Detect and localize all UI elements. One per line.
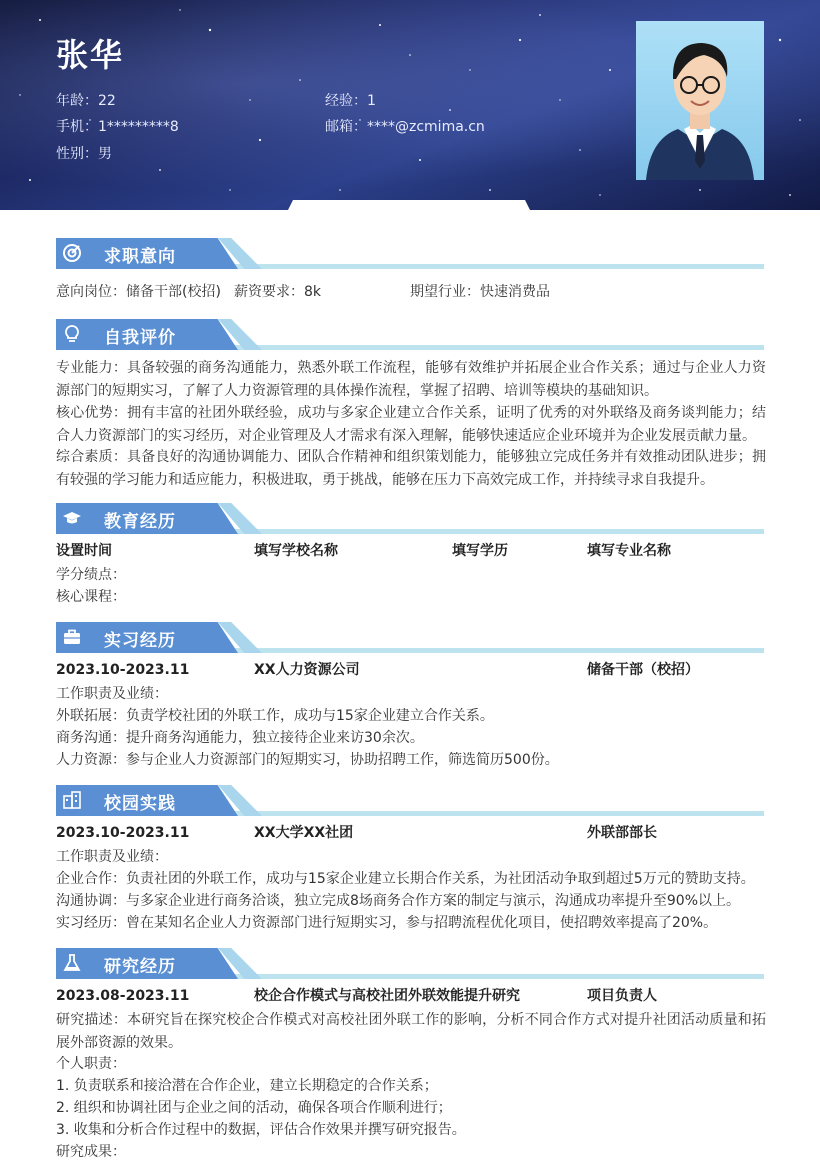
research-project: 校企合作模式与高校社团外联效能提升研究 bbox=[254, 988, 520, 1004]
section-title: 教育经历 bbox=[104, 512, 176, 532]
gender-field: 性别：男 bbox=[56, 146, 112, 162]
building-icon bbox=[62, 790, 82, 810]
campus-role: 外联部部长 bbox=[587, 825, 657, 841]
section-title: 校园实践 bbox=[104, 794, 176, 814]
profile-photo bbox=[636, 21, 764, 180]
research-result-label: 研究成果： bbox=[56, 1144, 126, 1160]
self-eval-paragraph-1: 专业能力：具备较强的商务沟通能力，熟悉外联工作流程，能够有效维护并拓展企业合作关系；通过与企业人力资源部门的短期实习，了解了人力资源管理的具体操作流程，掌握了招聘、培训等模块的基础知识。 bbox=[56, 360, 766, 399]
experience-field: 经验：1 bbox=[325, 93, 376, 109]
research-duty-1: 1. 负责联系和接洽潜在合作企业，建立长期稳定的合作关系； bbox=[56, 1078, 438, 1094]
edu-school: 填写学校名称 bbox=[254, 543, 338, 559]
target-icon bbox=[62, 243, 82, 263]
section-title: 研究经历 bbox=[104, 957, 176, 977]
campus-item-3: 实习经历：曾在某知名企业人力资源部门进行短期实习，参与招聘流程优化项目，使招聘效率提高了20%。 bbox=[56, 915, 718, 931]
edu-gpa: 学分绩点： bbox=[56, 567, 126, 583]
section-internship bbox=[56, 622, 764, 654]
candidate-name: 张华 bbox=[56, 36, 125, 74]
research-role: 项目负责人 bbox=[587, 988, 657, 1004]
job-salary: 薪资要求：8k bbox=[234, 284, 322, 300]
section-campus bbox=[56, 785, 764, 817]
phone-field: 手机：1*********8 bbox=[56, 119, 179, 135]
briefcase-icon bbox=[62, 627, 82, 647]
intern-date: 2023.10-2023.11 bbox=[56, 662, 190, 678]
research-description: 研究描述：本研究旨在探究校企合作模式对高校社团外联工作的影响，分析不同合作方式对提升社团活动质量和拓展外部资源的效果。 bbox=[56, 1012, 766, 1051]
edu-major: 填写专业名称 bbox=[587, 543, 671, 559]
research-duty-2: 2. 组织和协调社团与企业之间的活动，确保各项合作顺利进行； bbox=[56, 1100, 452, 1116]
edu-courses: 核心课程： bbox=[56, 589, 126, 605]
intern-company: XX人力资源公司 bbox=[254, 662, 360, 678]
research-date: 2023.08-2023.11 bbox=[56, 988, 190, 1004]
research-duty-3: 3. 收集和分析合作过程中的数据，评估合作效果并撰写研究报告。 bbox=[56, 1122, 466, 1138]
section-job-intention bbox=[56, 238, 764, 270]
section-title: 自我评价 bbox=[104, 328, 176, 348]
job-industry: 期望行业：快速消费品 bbox=[410, 284, 550, 300]
edu-degree: 填写学历 bbox=[452, 543, 508, 559]
edu-time: 设置时间 bbox=[56, 543, 112, 559]
flask-icon bbox=[62, 953, 82, 973]
intern-label: 工作职责及业绩： bbox=[56, 686, 168, 702]
self-eval-paragraph-2: 核心优势：拥有丰富的社团外联经验，成功与多家企业建立合作关系，证明了优秀的对外联络及商务谈判能力；结合人力资源部门的实习经历，对企业管理及人才需求有深入理解，能够快速适应企业环境并为企业发展贡献力量。 bbox=[56, 405, 766, 444]
header-banner bbox=[0, 0, 820, 210]
email-field: 邮箱：****@zcmima.cn bbox=[325, 119, 485, 135]
campus-item-1: 企业合作：负责社团的外联工作，成功与15家企业建立长期合作关系，为社团活动争取到超过5万元的赞助支持。 bbox=[56, 871, 755, 887]
campus-org: XX大学XX社团 bbox=[254, 825, 354, 841]
intern-item-3: 人力资源：参与企业人力资源部门的短期实习，协助招聘工作，筛选简历500份。 bbox=[56, 752, 559, 768]
self-eval-paragraph-3: 综合素质：具备良好的沟通协调能力、团队合作精神和组织策划能力，能够独立完成任务并有效推动团队进步；拥有较强的学习能力和适应能力，积极进取，勇于挑战，能够在压力下高效完成工作，并持续寻求自我提升。 bbox=[56, 449, 766, 488]
section-education bbox=[56, 503, 764, 535]
graduation-cap-icon bbox=[62, 508, 82, 528]
job-position: 意向岗位：储备干部(校招) bbox=[56, 284, 221, 300]
campus-date: 2023.10-2023.11 bbox=[56, 825, 190, 841]
research-duty-label: 个人职责： bbox=[56, 1056, 126, 1072]
lightbulb-icon bbox=[62, 324, 82, 344]
campus-label: 工作职责及业绩： bbox=[56, 849, 168, 865]
intern-item-1: 外联拓展：负责学校社团的外联工作，成功与15家企业建立合作关系。 bbox=[56, 708, 494, 724]
section-self-evaluation bbox=[56, 319, 764, 351]
section-title: 求职意向 bbox=[104, 247, 176, 267]
intern-item-2: 商务沟通：提升商务沟通能力，独立接待企业来访30余次。 bbox=[56, 730, 424, 746]
age-field: 年龄：22 bbox=[56, 93, 116, 109]
header-notch bbox=[287, 200, 531, 212]
section-research bbox=[56, 948, 764, 980]
section-title: 实习经历 bbox=[104, 631, 176, 651]
campus-item-2: 沟通协调：与多家企业进行商务洽谈，独立完成8场商务合作方案的制定与演示，沟通成功率提升至90%以上。 bbox=[56, 893, 741, 909]
intern-role: 储备干部（校招） bbox=[587, 662, 699, 678]
